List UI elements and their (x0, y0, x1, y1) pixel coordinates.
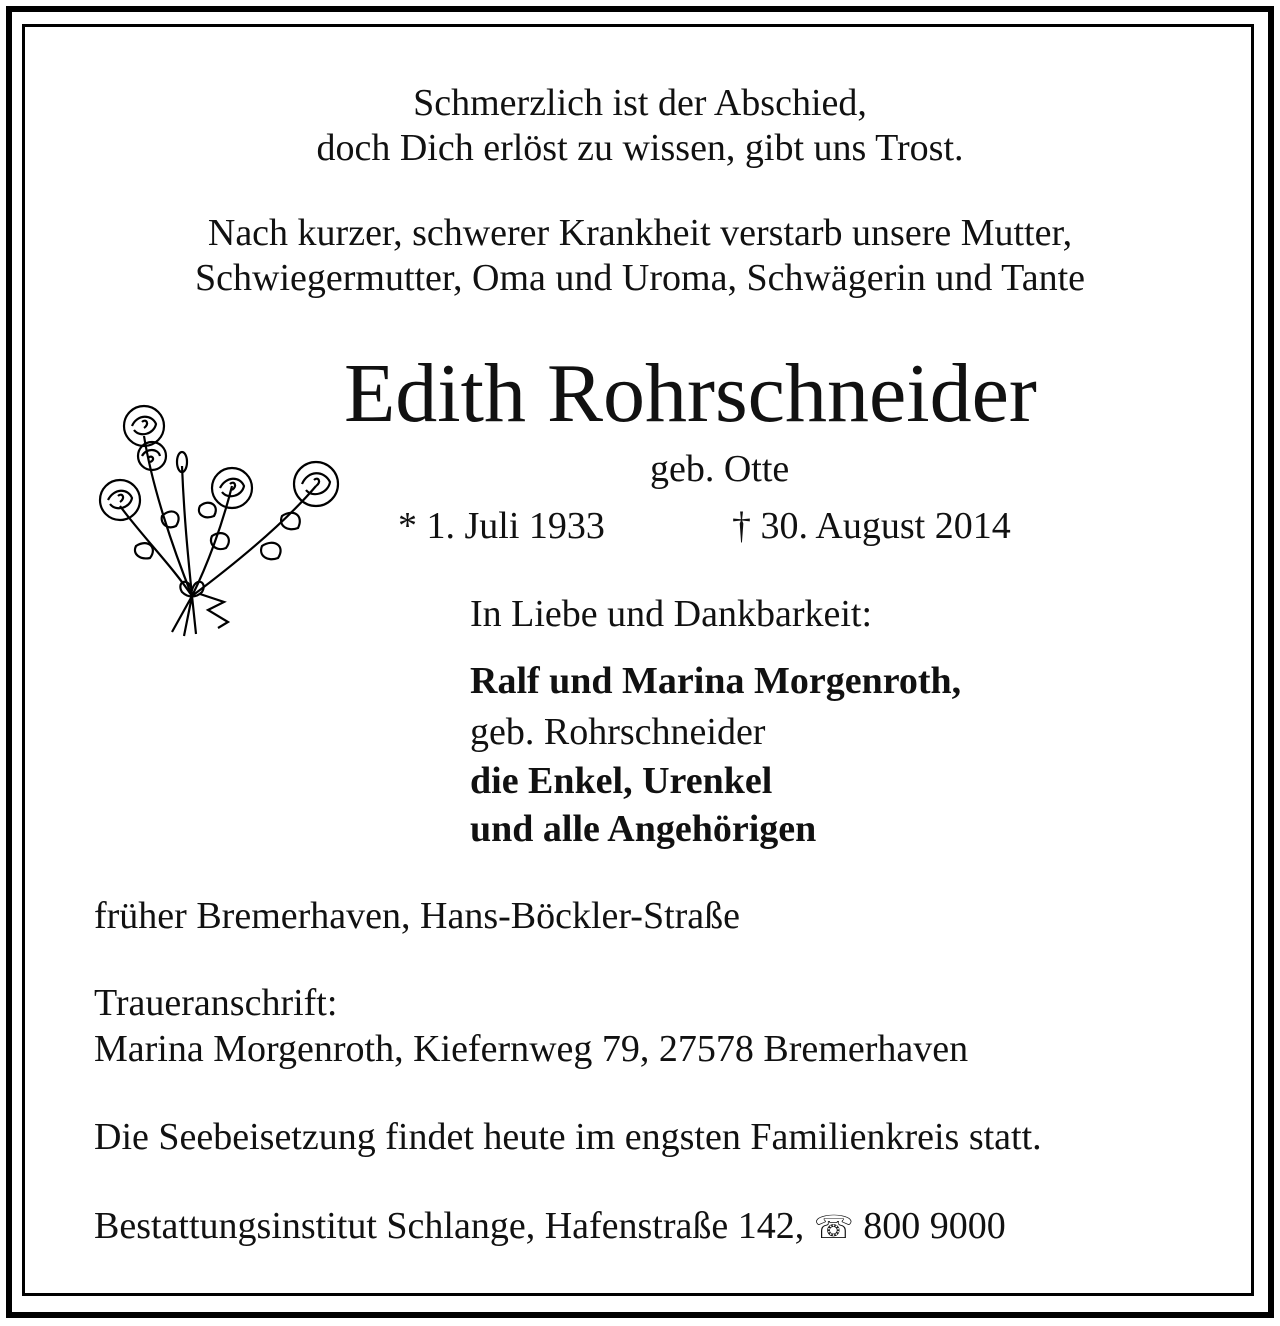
undertaker-text: Bestattungsinstitut Schlange, Hafenstraße 142, (94, 1205, 805, 1247)
birth-date: * 1. Juli 1933 (398, 505, 605, 547)
maiden-name: geb. Otte (650, 448, 790, 490)
death-date: † 30. August 2014 (732, 505, 1011, 547)
mourners-line-2: geb. Rohrschneider (470, 711, 766, 753)
former-address: früher Bremerhaven, Hans-Böckler-Straße (94, 895, 741, 937)
announcement-line-2: Schwiegermutter, Oma und Uroma, Schwägerin und Tante (195, 257, 1085, 299)
mourners-line-3: die Enkel, Urenkel (470, 760, 773, 802)
undertaker-line (94, 1207, 1006, 1245)
mourners-line-4: und alle Angehörigen (470, 808, 817, 850)
rose-bouquet-icon (92, 396, 350, 642)
telephone-icon: ☏ (813, 1208, 854, 1246)
funeral-note: Die Seebeisetzung findet heute im engsten Familienkreis statt. (94, 1116, 1042, 1158)
verse-line-2: doch Dich erlöst zu wissen, gibt uns Trost. (316, 127, 964, 169)
verse-line-1: Schmerzlich ist der Abschied, (413, 82, 867, 124)
undertaker-phone: 800 9000 (863, 1205, 1006, 1247)
mourners-line-1: Ralf und Marina Morgenroth, (470, 660, 962, 702)
deceased-name: Edith Rohrschneider (344, 347, 1037, 440)
mourning-address-label: Traueranschrift: (94, 982, 338, 1024)
mourning-address: Marina Morgenroth, Kiefernweg 79, 27578 Bremerhaven (94, 1028, 969, 1070)
mourners-intro: In Liebe und Dankbarkeit: (470, 593, 873, 635)
announcement-line-1: Nach kurzer, schwerer Krankheit verstarb unsere Mutter, (207, 212, 1073, 254)
